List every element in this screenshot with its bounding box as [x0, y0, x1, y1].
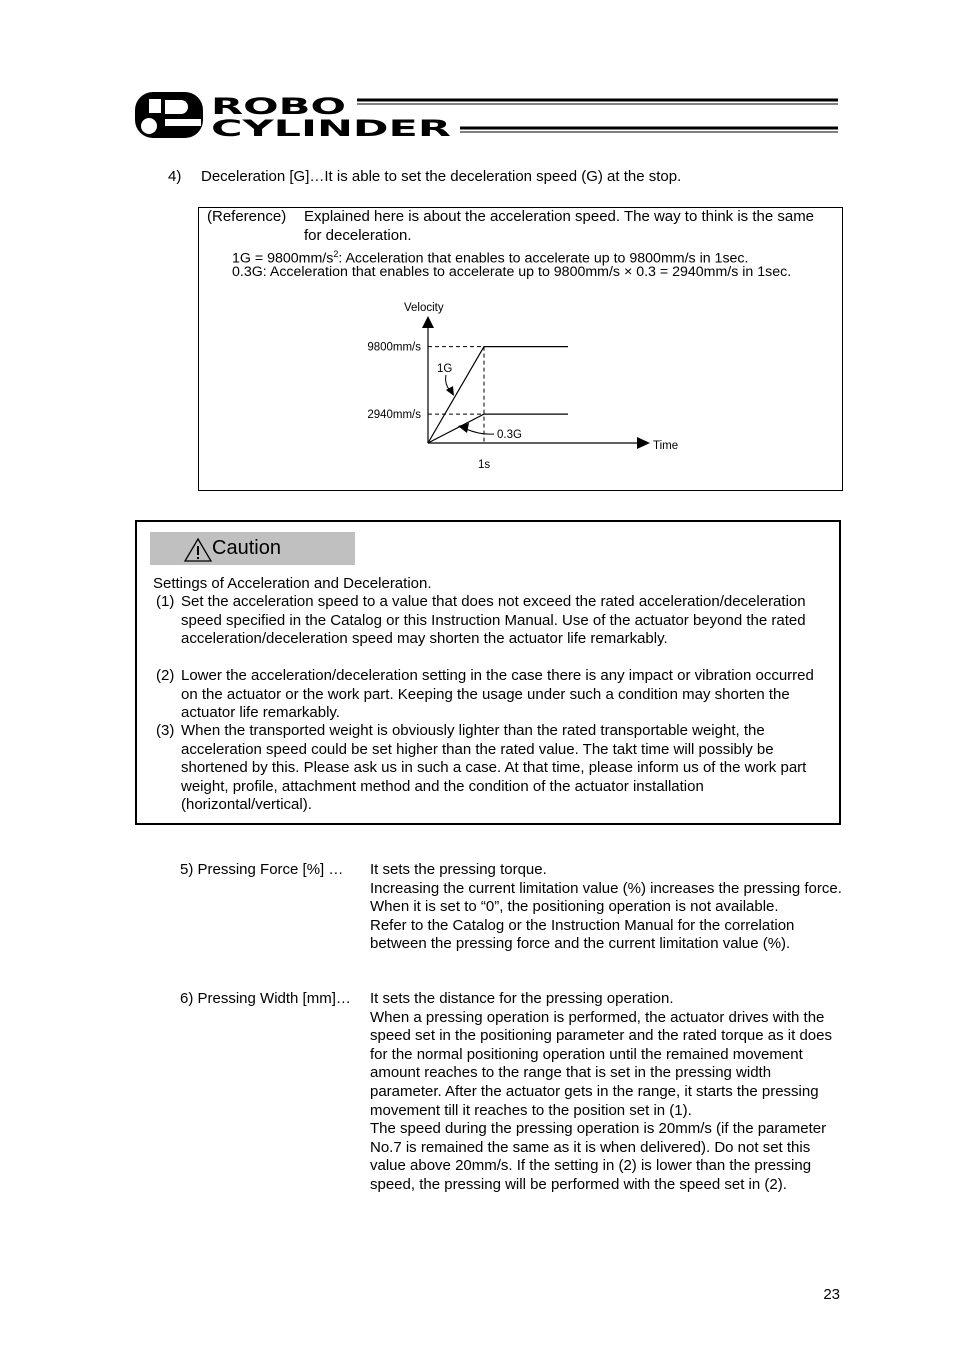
- item4-text: Deceleration [G]…It is able to set the deceleration speed (G) at the stop.: [201, 168, 682, 185]
- item6-line: When a pressing operation is performed, the actuator drives with the speed set in the positioning parameter and the rated torque as it does for the normal positioning operation until the remained movement amount reaches to the range that is set in the pressing width parameter. After the actuator gets in the range, it starts the pressing movement till it reaches to the position set in (1).: [370, 1008, 832, 1119]
- caution-item-text: Lower the acceleration/deceleration setting in the case there is any impact or vibration occurred on the actuator or the work part. Keeping the usage under such a condition may shorten the actuator life remarkably.: [181, 667, 814, 722]
- series-label-0-3g: 0.3G: [497, 429, 522, 441]
- item6-term: 6) Pressing Width [mm]…: [180, 990, 351, 1007]
- page-number: 23: [823, 1286, 840, 1303]
- caution-title: Caution: [212, 537, 281, 559]
- callout-arrow-0-3g: [466, 429, 494, 434]
- item6-line: The speed during the pressing operation is 20mm/s (if the parameter No.7 is remained the same as it is when delivered). Do not set this value above 20mm/s. If the setting in (2) is lower than the pressing speed, the pressing will be performed with the speed set in (2).: [370, 1120, 827, 1193]
- y-axis-label: Velocity: [404, 302, 444, 314]
- item6-description: [370, 990, 845, 1195]
- reference-label: (Reference): [207, 208, 287, 225]
- series-label-1g: 1G: [437, 363, 453, 375]
- callout-arrowhead-1g: [446, 386, 454, 396]
- item5-line: Increasing the current limitation value (%) increases the pressing force.: [370, 879, 842, 897]
- item5-line: It sets the pressing torque.: [370, 861, 547, 878]
- y-tick-2940: 2940mm/s: [367, 409, 421, 422]
- item4-number: 4): [168, 168, 182, 185]
- item6-line: It sets the distance for the pressing operation.: [370, 990, 674, 1007]
- caution-item-text: When the transported weight is obviously lighter than the rated transportable weight, the acceleration speed could be set higher than the rated value. The takt time will possibly be shortened by this. Please ask us in such a case. At that time, please inform us of the work part weight, profile, attachment method and the condition of the actuator installation (horizontal/vertical).: [181, 722, 807, 814]
- robo-cylinder-logo: [135, 92, 845, 142]
- x-axis-arrowhead: [637, 437, 650, 449]
- item5-description: [370, 861, 845, 954]
- caution-item-number: (3): [156, 722, 175, 739]
- item5-term: 5) Pressing Force [%] …: [180, 861, 344, 878]
- caution-intro: Settings of Acceleration and Deceleration.: [153, 575, 432, 592]
- caution-item-text: Set the acceleration speed to a value that does not exceed the rated acceleration/deceleration speed specified in the Catalog or this Instruction Manual. Use of the actuator beyond the rated acceleration/deceleration speed may shorten the actuator life remarkably.: [181, 593, 806, 648]
- ref-line1-post: : Acceleration that enables to accelerate up to 9800mm/s in 1sec.: [338, 250, 749, 267]
- y-axis-arrowhead: [422, 316, 434, 328]
- logo-line2: CYLINDER: [211, 117, 452, 142]
- warning-triangle-icon: [183, 537, 213, 563]
- item5-line: Refer to the Catalog or the Instruction Manual for the correlation between the pressing force and the current limitation value (%).: [370, 916, 795, 953]
- x-axis-label: Time: [653, 440, 679, 452]
- caution-item-number: (2): [156, 667, 175, 684]
- x-tick-1s: 1s: [478, 459, 491, 471]
- logo-graphic: [135, 92, 845, 142]
- ref-line1-pre: 1G = 9800mm/s: [232, 250, 334, 267]
- callout-arrowhead-0-3g: [458, 423, 469, 433]
- item5-line: When it is set to “0”, the positioning operation is not available.: [370, 898, 779, 916]
- logo-line1: ROBO: [211, 95, 346, 120]
- ref-line1-sup: 2: [333, 249, 339, 259]
- y-tick-9800: 9800mm/s: [367, 341, 421, 354]
- caution-header: [150, 532, 355, 565]
- reference-line2: 0.3G: Acceleration that enables to accelerate up to 9800mm/s × 0.3 = 2940mm/s in 1sec.: [232, 264, 792, 280]
- caution-item-number: (1): [156, 593, 175, 610]
- reference-text: Explained here is about the acceleration speed. The way to think is the same for deceleration.: [304, 208, 815, 244]
- rc-mark-icon: [135, 92, 203, 138]
- velocity-chart: [340, 295, 680, 475]
